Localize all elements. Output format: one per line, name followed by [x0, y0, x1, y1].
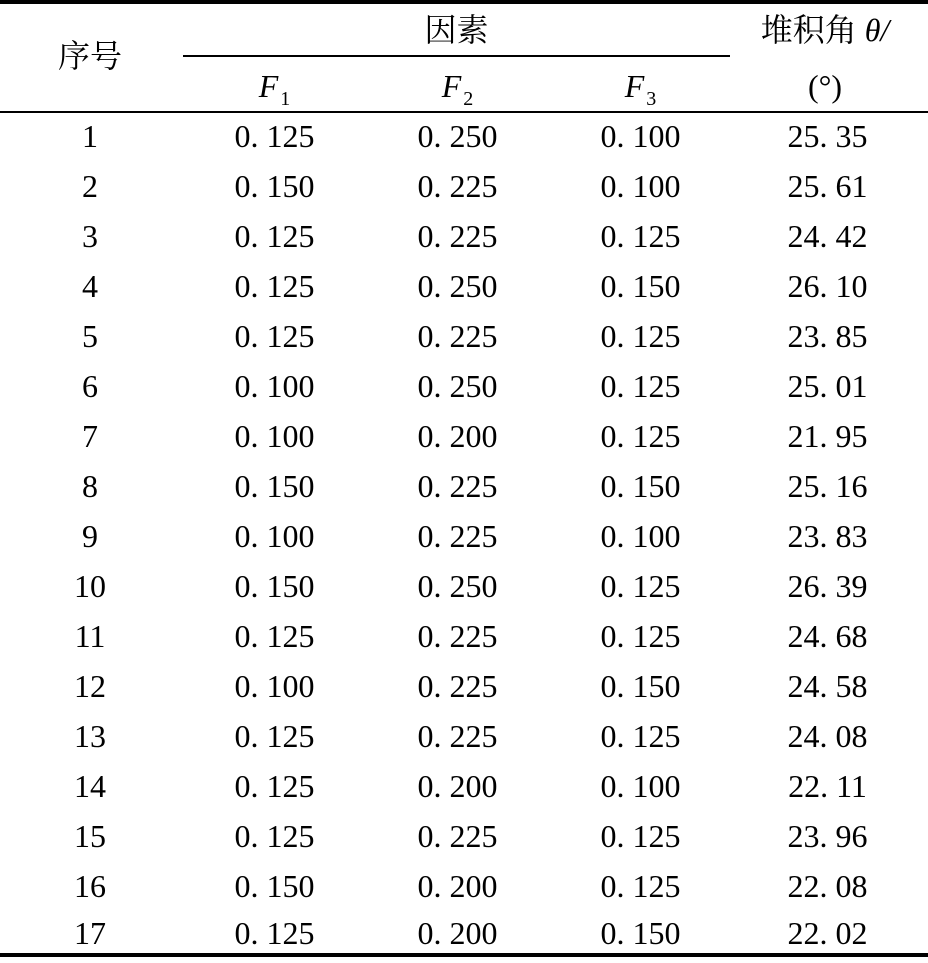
header-angle-symbol: θ/	[864, 12, 890, 48]
cell-angle: 25. 16	[787, 468, 868, 504]
cell-f1: 0. 100	[234, 418, 315, 454]
table-row	[0, 466, 928, 516]
cell-angle: 25. 35	[787, 118, 868, 154]
cell-index: 1	[82, 118, 98, 154]
cell-angle: 26. 10	[787, 268, 868, 304]
cell-f2: 0. 225	[417, 518, 498, 554]
table-top-rule	[0, 0, 928, 4]
cell-angle: 22. 08	[787, 868, 868, 904]
cell-f1: 0. 125	[234, 768, 315, 804]
table-row	[0, 116, 928, 166]
cell-f1: 0. 125	[234, 718, 315, 754]
cell-angle: 25. 61	[787, 168, 868, 204]
cell-f2: 0. 225	[417, 168, 498, 204]
cell-angle: 24. 68	[787, 618, 868, 654]
header-factor-group: 因素	[424, 12, 489, 48]
cell-f3: 0. 125	[600, 718, 681, 754]
cell-index: 15	[74, 818, 106, 854]
cell-f1: 0. 150	[234, 868, 315, 904]
factor-variable: F	[441, 68, 462, 104]
cell-index: 16	[74, 868, 106, 904]
header-angle-label: 堆积角	[760, 12, 857, 48]
table-row	[0, 416, 928, 466]
table-row	[0, 866, 928, 916]
table-row	[0, 166, 928, 216]
cell-f3: 0. 125	[600, 418, 681, 454]
table-row	[0, 816, 928, 866]
header-angle	[740, 10, 910, 50]
cell-angle: 23. 96	[787, 818, 868, 854]
factor-subscript: 3	[646, 88, 657, 110]
cell-index: 5	[82, 318, 98, 354]
factor-variable: F	[624, 68, 645, 104]
cell-index: 14	[74, 768, 106, 804]
cell-index: 12	[74, 668, 106, 704]
cell-f3: 0. 100	[600, 518, 681, 554]
cell-f2: 0. 225	[417, 218, 498, 254]
table-row	[0, 216, 928, 266]
cell-f1: 0. 100	[234, 368, 315, 404]
table-row	[0, 266, 928, 316]
cell-angle: 23. 85	[787, 318, 868, 354]
cell-f3: 0. 125	[600, 618, 681, 654]
cell-index: 4	[82, 268, 98, 304]
table-bottom-rule	[0, 953, 928, 957]
cell-index: 9	[82, 518, 98, 554]
cell-angle: 24. 08	[787, 718, 868, 754]
cell-f1: 0. 125	[234, 268, 315, 304]
cell-f3: 0. 150	[600, 915, 681, 951]
cell-f3: 0. 100	[600, 768, 681, 804]
cell-angle: 22. 02	[787, 915, 868, 951]
factor-subscript: 2	[463, 88, 474, 110]
table-row	[0, 566, 928, 616]
cell-f1: 0. 125	[234, 118, 315, 154]
cell-index: 13	[74, 718, 106, 754]
cell-f1: 0. 100	[234, 518, 315, 554]
cell-f2: 0. 225	[417, 318, 498, 354]
cell-f2: 0. 225	[417, 718, 498, 754]
cell-f1: 0. 150	[234, 568, 315, 604]
cell-f2: 0. 225	[417, 818, 498, 854]
cell-index: 6	[82, 368, 98, 404]
cell-f3: 0. 100	[600, 168, 681, 204]
cell-f2: 0. 250	[417, 268, 498, 304]
cell-f1: 0. 150	[234, 168, 315, 204]
cell-index: 7	[82, 418, 98, 454]
cell-f2: 0. 250	[417, 368, 498, 404]
cell-angle: 24. 58	[787, 668, 868, 704]
cell-index: 8	[82, 468, 98, 504]
cell-f1: 0. 125	[234, 915, 315, 951]
header-index: 序号	[57, 38, 122, 74]
cell-index: 10	[74, 568, 106, 604]
table-row	[0, 616, 928, 666]
cell-f2: 0. 200	[417, 915, 498, 951]
cell-f2: 0. 200	[417, 418, 498, 454]
cell-angle: 25. 01	[787, 368, 868, 404]
cell-index: 3	[82, 218, 98, 254]
cell-f3: 0. 125	[600, 568, 681, 604]
cell-f2: 0. 250	[417, 118, 498, 154]
factor-subscript: 1	[280, 88, 291, 110]
cell-f3: 0. 150	[600, 468, 681, 504]
cell-f1: 0. 125	[234, 318, 315, 354]
cell-angle: 23. 83	[787, 518, 868, 554]
cell-f1: 0. 100	[234, 668, 315, 704]
cell-f1: 0. 125	[234, 618, 315, 654]
cell-f3: 0. 125	[600, 218, 681, 254]
cell-index: 17	[74, 915, 106, 951]
cell-f3: 0. 100	[600, 118, 681, 154]
table-row	[0, 716, 928, 766]
cell-index: 2	[82, 168, 98, 204]
table-row	[0, 516, 928, 566]
cell-f3: 0. 150	[600, 268, 681, 304]
cell-f1: 0. 125	[234, 818, 315, 854]
cell-angle: 26. 39	[787, 568, 868, 604]
cell-angle: 22. 11	[788, 768, 867, 804]
table-row	[0, 366, 928, 416]
cell-f2: 0. 250	[417, 568, 498, 604]
table-row	[0, 766, 928, 816]
header-bottom-rule	[0, 111, 928, 113]
cell-f1: 0. 125	[234, 218, 315, 254]
cell-f3: 0. 125	[600, 818, 681, 854]
cell-f2: 0. 225	[417, 668, 498, 704]
cell-f1: 0. 150	[234, 468, 315, 504]
cell-f3: 0. 150	[600, 668, 681, 704]
header-group-rule	[183, 55, 730, 57]
cell-f2: 0. 200	[417, 768, 498, 804]
cell-angle: 21. 95	[787, 418, 868, 454]
cell-angle: 24. 42	[787, 218, 868, 254]
cell-f2: 0. 200	[417, 868, 498, 904]
cell-f2: 0. 225	[417, 618, 498, 654]
cell-f2: 0. 225	[417, 468, 498, 504]
header-angle-unit: (°)	[807, 68, 843, 104]
cell-f3: 0. 125	[600, 368, 681, 404]
cell-f3: 0. 125	[600, 868, 681, 904]
cell-index: 11	[74, 618, 106, 654]
factor-variable: F	[258, 68, 279, 104]
cell-f3: 0. 125	[600, 318, 681, 354]
table-row	[0, 666, 928, 716]
table-row	[0, 316, 928, 366]
